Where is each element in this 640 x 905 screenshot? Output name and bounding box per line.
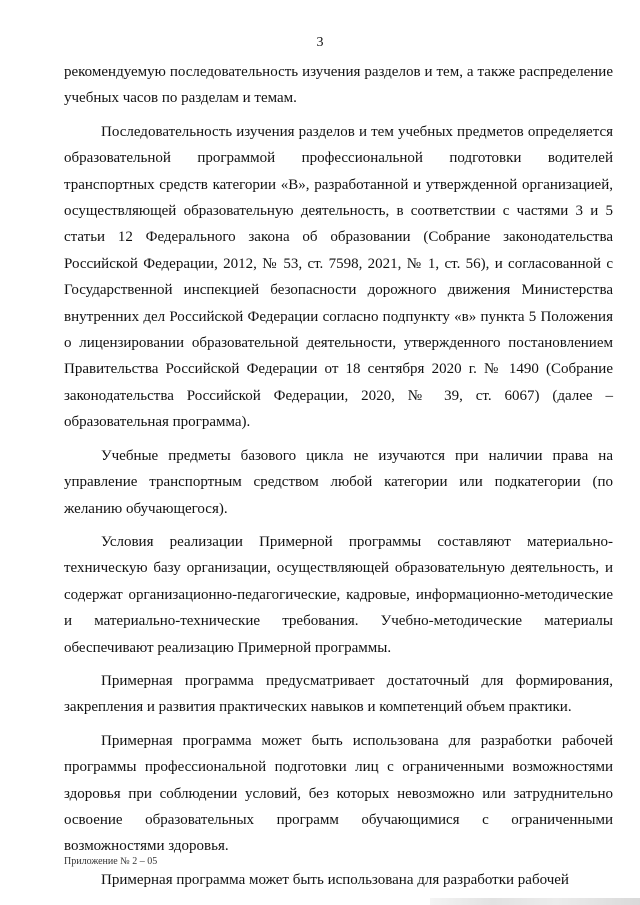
paragraph-disabilities-program: Примерная программа может быть использована для разработки рабочей программы профессиональной подготовки лиц с ограниченными возможностями здоровья при соблюдении условий, без которых невозможно или затруднительно освоение образовательных программ обучающимися с ограниченными возможностями здоровья. [64, 732, 613, 855]
document-body [64, 59, 613, 893]
scan-artifact [430, 898, 640, 905]
footer-appendix-note: Приложение № 2 – 05 [64, 856, 158, 867]
paragraph-implementation-conditions: Условия реализации Примерной программы составляют материально-техническую базу организации, осуществляющей образовательную деятельность, и содержат организационно-педагогические, кадровые, информационно-методические и материально-технические требования. Учебно-методические материалы обеспечивают реализацию Примерной программы. [64, 533, 613, 656]
paragraph-continuation: рекомендуемую последовательность изучения разделов и тем, а также распределение учебных часов по разделам и темам. [64, 64, 613, 107]
page-number: 3 [316, 35, 324, 50]
paragraph-basic-cycle-subjects: Учебные предметы базового цикла не изучаются при наличии права на управление транспортным средством любой категории или подкатегории (по желанию обучающегося). [64, 447, 613, 517]
paragraph-working-program: Примерная программа может быть использована для разработки рабочей [101, 871, 569, 888]
paragraph-sequence-of-study: Последовательность изучения разделов и тем учебных предметов определяется образовательной программой профессиональной подготовки водителей транспортных средств категории «B», разработанной и утвержденной организацией, осуществляющей образовательную деятельность, в соответствии с частями 3 и 5 статьи 12 Федерального закона об образовании (Собрание законодательства Российской Федерации, 2012, № 53, ст. 7598, 2021, № 1, ст. 56), и согласованной с Государственной инспекцией безопасности дорожного движения Министерства внутренних дел Российской Федерации согласно подпункту «в» пункта 5 Положения о лицензировании образовательной деятельности, утвержденного постановлением Правительства Российской Федерации от 18 сентября 2020 г. № 1490 (Собрание законодательства Российской Федерации, 2020, № 39, ст. 6067) (далее – образовательная программа). [64, 123, 613, 431]
paragraph-practice-volume: Примерная программа предусматривает достаточный для формирования, закрепления и развития практических навыков и компетенций объем практики. [64, 672, 613, 716]
